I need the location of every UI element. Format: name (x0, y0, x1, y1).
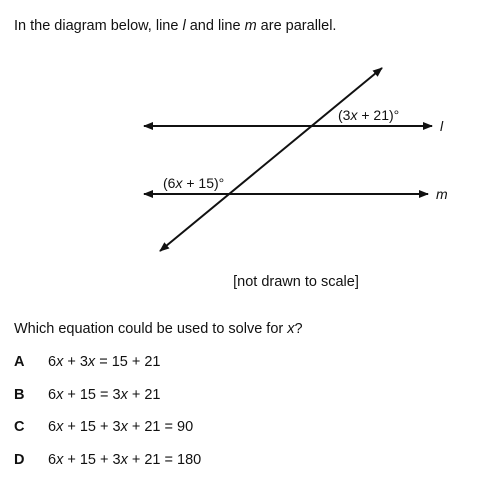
choice-letter: D (14, 452, 25, 468)
answer-choice-a[interactable] (14, 352, 454, 372)
angle-bottom-rest: + 15)° (182, 175, 225, 191)
answer-choice-d[interactable] (14, 450, 454, 470)
angle-top-rest: + 21)° (357, 107, 400, 123)
line-l-label: l (440, 118, 444, 134)
choice-equation: 6x + 3x = 15 + 21 (48, 354, 161, 370)
question-variable: x (287, 321, 295, 337)
answer-choice-c[interactable] (14, 417, 454, 437)
choice-letter: C (14, 419, 25, 435)
choice-equation: 6x + 15 = 3x + 21 (48, 387, 161, 403)
question-text (14, 320, 303, 338)
prompt-text-start: In the diagram below, line (14, 18, 183, 34)
line-l-variable: l (182, 18, 186, 34)
prompt-text-middle: and line (185, 18, 245, 34)
line-m-label: m (436, 186, 448, 202)
line-m-variable: m (244, 18, 257, 34)
angle-bottom-variable: x (175, 175, 183, 191)
question-mark: ? (294, 321, 303, 337)
transversal (160, 68, 382, 251)
answer-choice-b[interactable] (14, 385, 454, 405)
diagram-caption: [not drawn to scale] (233, 274, 359, 290)
choice-letter: B (14, 387, 25, 403)
angle-bottom-open: (6 (163, 175, 176, 191)
angle-label-top (338, 107, 399, 123)
choice-equation: 6x + 15 + 3x + 21 = 180 (48, 452, 202, 468)
question-text-start: Which equation could be used to solve for (14, 321, 288, 337)
choice-letter: A (14, 354, 25, 370)
angle-top-open: (3 (338, 107, 351, 123)
angle-label-bottom (163, 175, 224, 191)
angle-top-variable: x (350, 107, 358, 123)
choice-equation: 6x + 15 + 3x + 21 = 90 (48, 419, 194, 435)
prompt-text-end: are parallel. (256, 18, 337, 34)
